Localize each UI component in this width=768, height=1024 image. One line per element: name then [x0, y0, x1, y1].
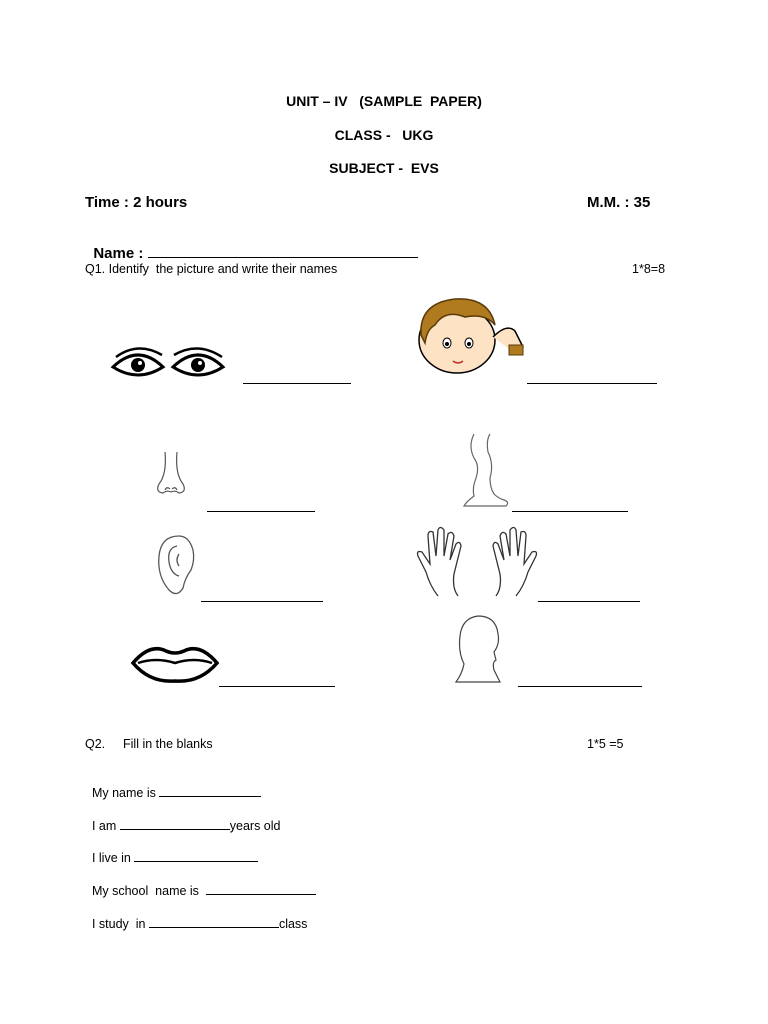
fill-line-text: I study in — [91, 917, 149, 931]
neck-icon — [454, 614, 504, 684]
fill-line-age — [85, 803, 280, 833]
name-blank[interactable] — [148, 245, 418, 258]
ear-icon — [155, 532, 195, 598]
hands-answer-blank[interactable] — [538, 589, 640, 602]
eyes-icon — [110, 345, 228, 385]
ear-answer-blank[interactable] — [201, 589, 323, 602]
time-label: Time : 2 hours — [85, 194, 188, 211]
paper-title: UNIT – IV (SAMPLE PAPER) — [286, 93, 482, 109]
head-answer-blank[interactable] — [527, 371, 657, 384]
eyes-answer-blank[interactable] — [243, 371, 351, 384]
fill-line-text: My school name is — [91, 884, 206, 898]
q2-marks: 1*5 =5 — [587, 737, 624, 751]
fill-blank[interactable] — [120, 817, 230, 830]
fill-blank[interactable] — [134, 849, 258, 862]
fill-line-suffix: class — [278, 917, 308, 931]
subject-heading: SUBJECT - EVS — [329, 160, 439, 176]
fill-line-school — [85, 868, 316, 898]
q2-label: Fill in the blanks — [123, 737, 213, 751]
fill-blank[interactable] — [159, 784, 261, 797]
nose-answer-blank[interactable] — [207, 499, 315, 512]
fill-line-text: I am — [91, 819, 120, 833]
name-label: Name : — [93, 245, 148, 262]
nose-icon — [155, 450, 187, 496]
class-heading: CLASS - UKG — [334, 127, 434, 143]
max-marks: M.M. : 35 — [587, 194, 651, 211]
leg-icon — [460, 432, 512, 510]
q2-number: Q2. — [85, 737, 106, 751]
fill-blank[interactable] — [206, 882, 316, 895]
fill-blank[interactable] — [149, 915, 279, 928]
q1-marks: 1*8=8 — [632, 262, 666, 276]
fill-line-text: My name is — [91, 786, 160, 800]
head-icon — [415, 295, 527, 377]
fill-line-text: I live in — [91, 851, 135, 865]
lips-icon — [130, 641, 220, 685]
hands-icon — [414, 526, 540, 600]
fill-line-class — [85, 901, 307, 931]
name-row — [85, 228, 418, 262]
fill-line-name — [85, 770, 261, 800]
leg-answer-blank[interactable] — [512, 499, 628, 512]
lips-answer-blank[interactable] — [219, 674, 335, 687]
fill-line-live — [85, 835, 258, 865]
neck-answer-blank[interactable] — [518, 674, 642, 687]
q1-label: Q1. Identify the picture and write their names — [85, 262, 338, 276]
fill-line-suffix: years old — [229, 819, 281, 833]
